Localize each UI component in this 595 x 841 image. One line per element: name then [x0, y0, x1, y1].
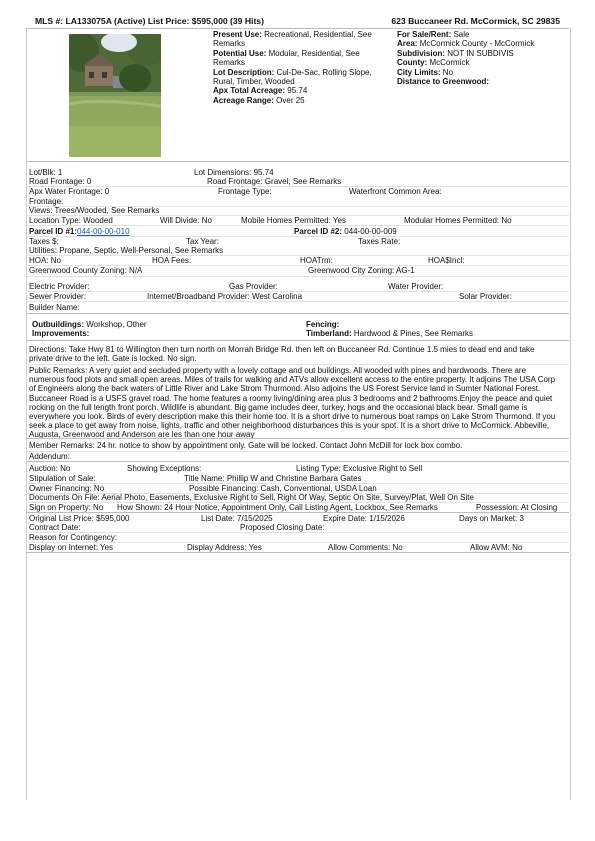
proposed-closing-date: Proposed Closing Date: — [240, 523, 325, 532]
member-remarks: Member Remarks: 24 hr. notice to show by appointment only. Gate will be locked. Contact John McDill for lock box combo. — [29, 441, 463, 450]
owner-financing: Owner Financing: No — [29, 484, 105, 493]
parcel-id-2 — [294, 227, 397, 236]
list-date: List Date: 7/15/2025 — [201, 514, 273, 523]
gas-provider: Gas Provider: — [229, 282, 278, 291]
subdivision-label: Subdivision: — [397, 48, 445, 58]
showing-exceptions: Showing Exceptions: — [127, 464, 202, 473]
outbuildings — [32, 320, 147, 329]
divider — [26, 364, 569, 365]
distance-label: Distance to Greenwood: — [397, 77, 490, 87]
county-label: County: — [397, 58, 428, 68]
frontage-type: Frontage Type: — [218, 187, 272, 196]
listing-type: Listing Type: Exclusive Right to Sell — [296, 464, 423, 473]
lot-description-value: Cul-De-Sac, Rolling Slope, Rural, Timber, Wooded — [213, 67, 372, 87]
tax-year: Tax Year: — [186, 237, 219, 246]
water-provider: Water Provider: — [388, 282, 444, 291]
sewer-provider: Sewer Provider: — [29, 292, 86, 301]
how-shown: How Shown: 24 Hour Notice, Appointment Only, Call Listing Agent, Lockbox, See Remarks — [117, 503, 438, 512]
public-remarks: Public Remarks: A very quiet and secluded property with a lovely cottage and out buildings. All wooded with pines and hardwoods. There are numerous food plots and small open areas. Miles of trails for walking and ATVs allow excellent access to the entire property. It adjoins The USA Corp of Engineers along the back waters of Little River and Lake Strom Thurmond. Also adjoins the US Forest Service land in Sumter National Forest. Buccaneer Road is a USFS gravel road. The home features a roomy living/dining area plus 3 bedrooms and 2 bathrooms.Enjoy the peace and quiet rocking on the full length front porch. Wildlife is abundant. Big game includes deer, turkey, hogs and the occasional black bear. Small game is everywhere you look. Birds of every description make this their home too. It is a short drive to numerous boat ramps on Lake Strom Thurmond. If you seek a place to get away from noise, lights, traffic and other neighborhood disturbances this is your spot. It is a short drive to McCormick. Abbeville, Augusta, Greenwood and Anderson are les than one hour away — [29, 366, 556, 440]
days-on-market: Days on Market: 3 — [459, 514, 524, 523]
divider — [26, 161, 569, 162]
improvements — [32, 329, 89, 338]
potential-use-label: Potential Use: — [213, 48, 267, 58]
county-value: McCormick — [429, 58, 470, 68]
road-frontage: Road Frontage: 0 — [29, 177, 92, 186]
display-on-internet: Display on Internet: Yes — [29, 543, 114, 552]
builder-name: Builder Name: — [29, 303, 80, 312]
apx-water-frontage: Apx Water Frontage: 0 — [29, 187, 110, 196]
present-use-label: Present Use: — [213, 30, 262, 39]
fencing — [306, 320, 339, 329]
lot-description-label: Lot Description: — [213, 67, 275, 77]
location-summary — [397, 30, 562, 86]
lot-blk: Lot/Blk: 1 — [29, 168, 63, 177]
subdivision-value: NOT IN SUBDIVIS — [447, 48, 514, 58]
waterfront-common-area: Waterfront Common Area: — [349, 187, 442, 196]
parcel-id-2-label: Parcel ID #2: — [294, 227, 343, 236]
electric-provider: Electric Provider: — [29, 282, 90, 291]
city-limits-label: City Limits: — [397, 67, 441, 77]
acreage-label: Apx Total Acreage: — [213, 86, 286, 96]
hoa-term: HOATrm: — [300, 256, 333, 265]
divider — [26, 276, 569, 277]
parcel-id-1-link[interactable]: 044-00-00-010 — [77, 227, 130, 236]
road-frontage-type: Road Frontage: Gravel, See Remarks — [207, 177, 342, 186]
acreage-value: 95.74 — [287, 86, 308, 96]
taxes: Taxes $: — [29, 237, 59, 246]
original-list-price: Original List Price: $595,000 — [29, 514, 130, 523]
sale-rent-label: For Sale/Rent: — [397, 30, 452, 39]
improvements-label: Improvements: — [32, 329, 90, 338]
solar-provider: Solar Provider: — [459, 292, 512, 301]
expire-date: Expire Date: 1/15/2026 — [323, 514, 405, 523]
outbuildings-value: Workshop, Other — [86, 320, 147, 329]
divider — [26, 236, 569, 237]
acreage-range-label: Acreage Range: — [213, 95, 274, 105]
stipulation-of-sale: Stipulation of Sale: — [29, 474, 96, 483]
parcel-id-1 — [29, 227, 130, 236]
area-value: McCormick County - McCormick — [419, 39, 535, 49]
views: Views: Trees/Wooded, See Remarks — [29, 206, 160, 215]
timberland-label: Timberland: — [306, 329, 352, 338]
fencing-label: Fencing: — [306, 320, 340, 329]
divider — [26, 512, 569, 513]
hoa-includes: HOA$Incl: — [428, 256, 465, 265]
internet-provider: Internet/Broadband Provider: West Carolina — [147, 292, 303, 301]
possible-financing: Possible Financing: Cash, Conventional, USDA Loan — [189, 484, 377, 493]
documents-on-file: Documents On File: Aerial Photo, Easements, Exclusive Right to Sell, Right Of Way, Septic On Site, Survey/Plat, Well On Site — [29, 493, 474, 502]
taxes-rate: Taxes Rate: — [358, 237, 401, 246]
present-use-value: Recreational, Residential, See Remarks — [213, 30, 372, 49]
sale-rent-value: Sale — [453, 30, 470, 39]
acreage-range-value: Over 25 — [276, 95, 305, 105]
divider — [26, 552, 569, 553]
use-summary — [213, 30, 385, 105]
property-photo[interactable] — [69, 34, 161, 157]
divider — [26, 255, 569, 256]
property-address: 623 Buccaneer Rd. McCormick, SC 29835 — [391, 16, 560, 26]
frontage: Frontage: — [29, 197, 64, 206]
allow-comments: Allow Comments: No — [328, 543, 403, 552]
potential-use-value: Modular, Residential, See Remarks — [213, 48, 360, 68]
lot-dimensions: Lot Dimensions: 95.74 — [194, 168, 274, 177]
sign-on-property: Sign on Property: No — [29, 503, 104, 512]
divider — [26, 461, 569, 462]
location-type: Location Type: Wooded — [29, 216, 113, 225]
outbuildings-label: Outbuildings: — [32, 320, 84, 329]
mls-summary: MLS #: LA133075A (Active) List Price: $595,000 (39 Hits) — [35, 16, 264, 26]
display-address: Display Address: Yes — [187, 543, 262, 552]
possession: Possession: At Closing — [476, 503, 558, 512]
divider — [26, 28, 569, 29]
allow-avm: Allow AVM: No — [470, 543, 523, 552]
mobile-homes: Mobile Homes Permitted: Yes — [241, 216, 346, 225]
addendum: Addendum: — [29, 452, 70, 461]
auction: Auction: No — [29, 464, 71, 473]
greenwood-county-zoning: Greenwood County Zoning: N/A — [29, 266, 143, 275]
title-name: Title Name: Phillip W and Christine Barbara Gates — [184, 474, 362, 483]
greenwood-city-zoning: Greenwood City Zoning: AG-1 — [308, 266, 415, 275]
hoa-fees: HOA Fees: — [152, 256, 192, 265]
hoa: HOA: No — [29, 256, 62, 265]
parcel-id-2-value: 044-00-00-009 — [344, 227, 397, 236]
area-label: Area: — [397, 39, 418, 49]
contract-date: Contract Date: — [29, 523, 81, 532]
divider — [26, 340, 569, 341]
utilities: Utilities: Propane, Septic, Well-Personal, See Remarks — [29, 246, 224, 255]
will-divide: Will Divide: No — [160, 216, 213, 225]
divider — [26, 225, 569, 226]
timberland-value: Hardwood & Pines, See Remarks — [353, 329, 474, 338]
directions: Directions: Take Hwy 81 to Willington then turn north on Morrah Bridge Rd. then left on Buccaneer Rd. Continue 1.5 mies to dead end and take private drive to the left. Gate is locked. No sign. — [29, 345, 535, 364]
parcel-id-1-label: Parcel ID #1: — [29, 227, 78, 236]
city-limits-value: No — [442, 67, 454, 77]
reason-for-contingency: Reason for Contingency: — [29, 533, 118, 542]
divider — [26, 301, 569, 302]
divider — [26, 313, 569, 314]
divider — [26, 438, 569, 439]
modular-homes: Modular Homes Permitted: No — [404, 216, 512, 225]
timberland — [306, 329, 473, 338]
